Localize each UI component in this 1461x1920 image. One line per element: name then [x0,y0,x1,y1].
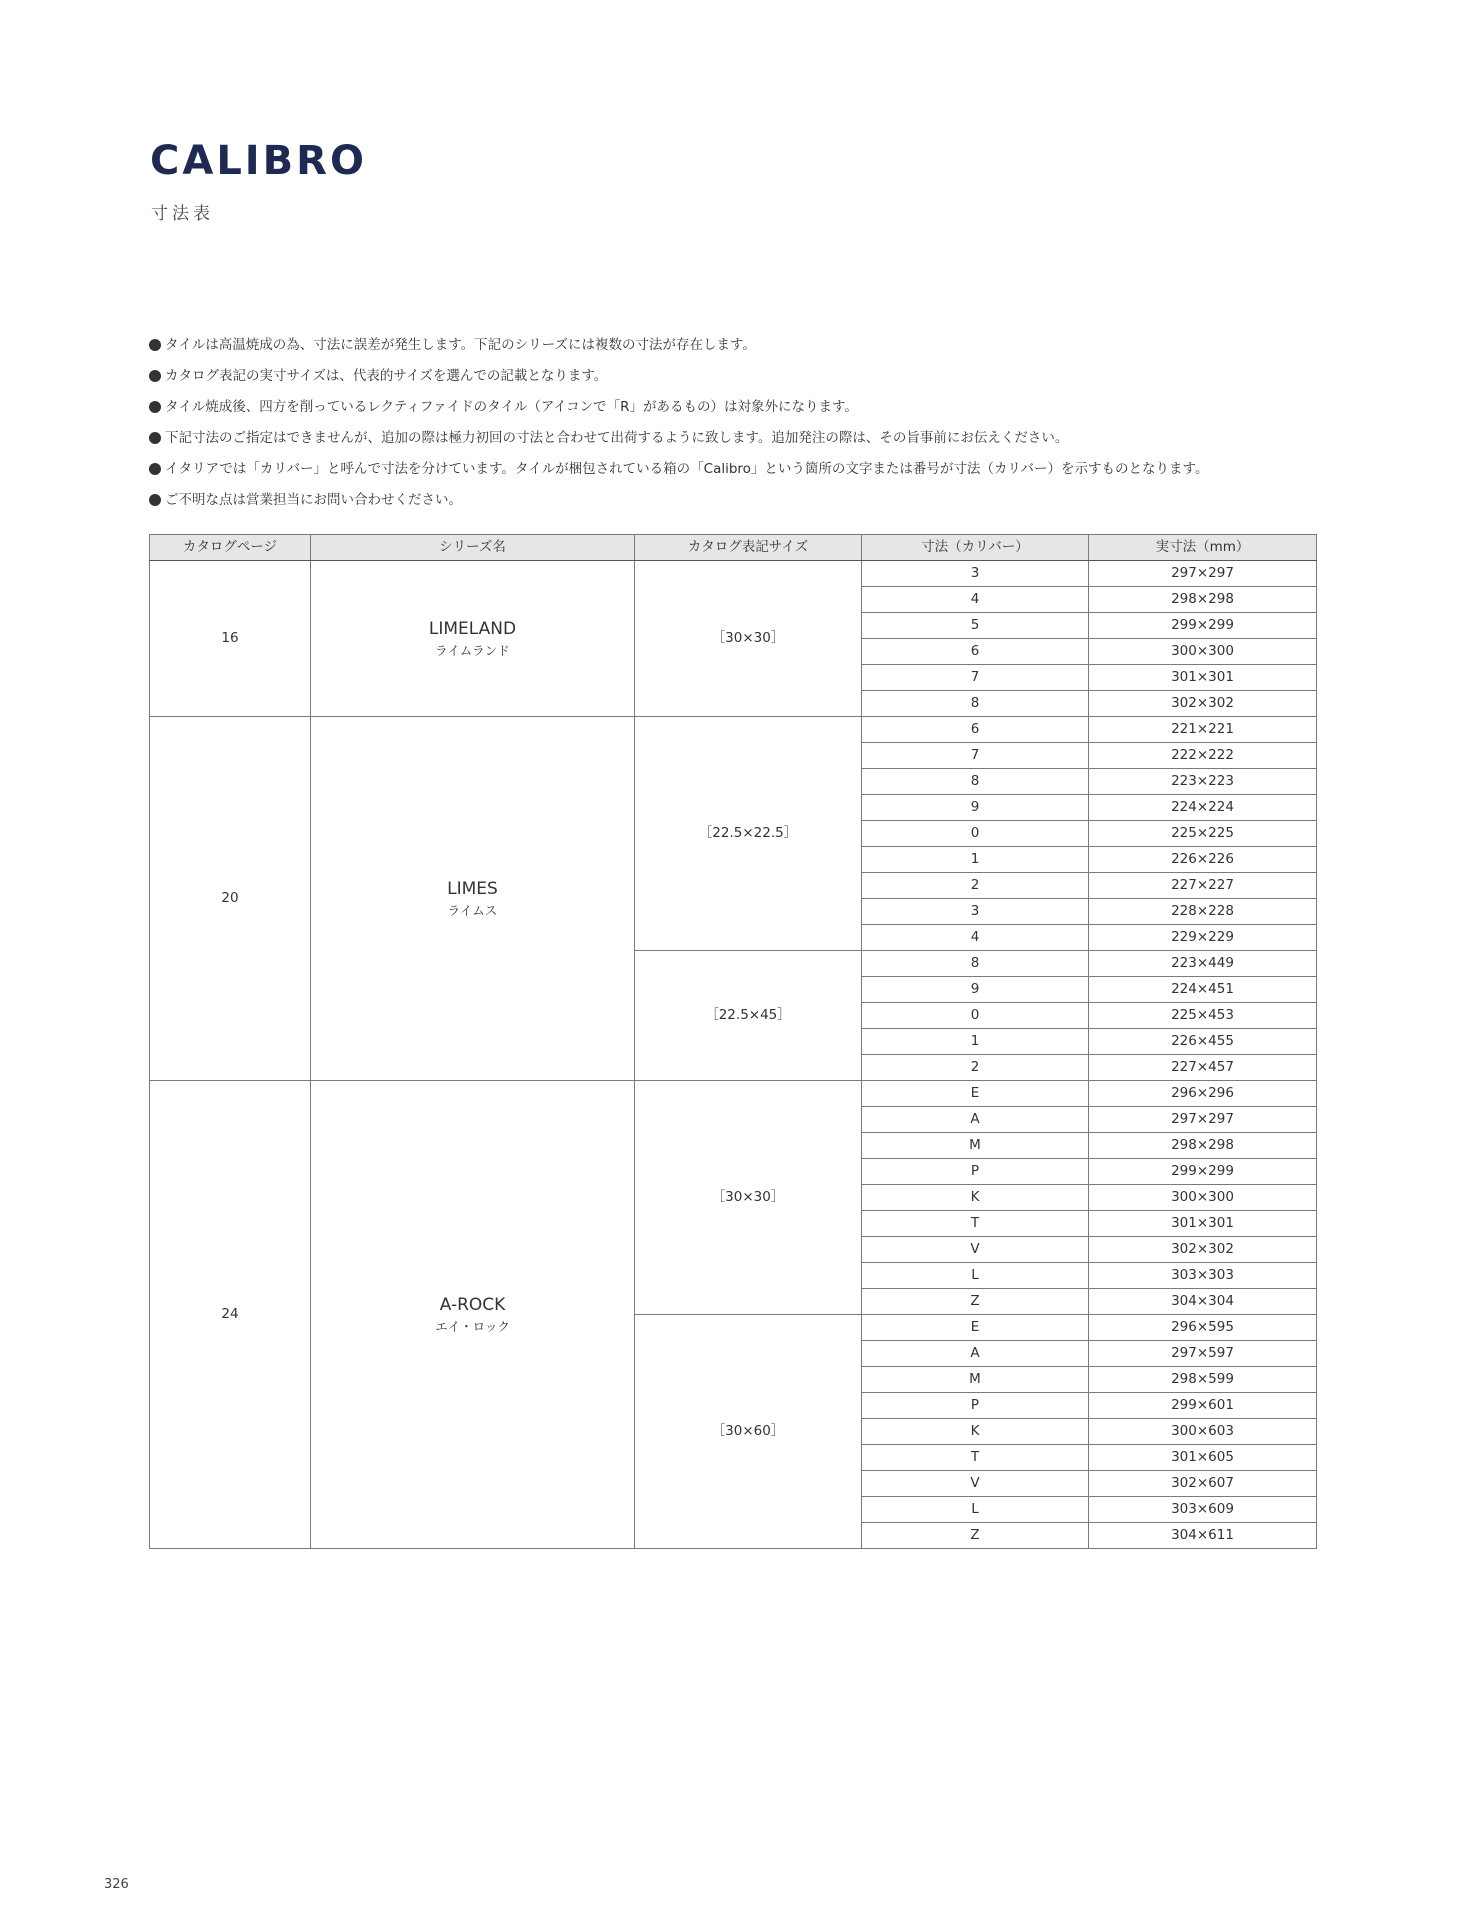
caliber-cell: 1 [862,1029,1089,1055]
caliber-cell: 7 [862,743,1089,769]
actual-size-cell: 301×301 [1089,1211,1317,1237]
actual-size-cell: 301×301 [1089,665,1317,691]
actual-size-cell: 302×302 [1089,691,1317,717]
actual-size-cell: 221×221 [1089,717,1317,743]
actual-size-cell: 296×296 [1089,1081,1317,1107]
caliber-cell: A [862,1341,1089,1367]
caliber-cell: 6 [862,717,1089,743]
caliber-cell: K [862,1185,1089,1211]
header-catalog-page: カタログページ [150,535,311,561]
actual-size-cell: 298×298 [1089,587,1317,613]
caliber-cell: T [862,1445,1089,1471]
caliber-cell: 7 [862,665,1089,691]
bullet-icon [149,339,161,351]
actual-size-cell: 300×300 [1089,639,1317,665]
caliber-cell: 0 [862,1003,1089,1029]
actual-size-cell: 303×303 [1089,1263,1317,1289]
bullet-icon [149,432,161,444]
caliber-cell: E [862,1315,1089,1341]
caliber-cell: 5 [862,613,1089,639]
caliber-cell: 2 [862,873,1089,899]
actual-size-cell: 225×225 [1089,821,1317,847]
note-text: タイルは高温焼成の為、寸法に誤差が発生します。下記のシリーズには複数の寸法が存在します。 [165,337,756,353]
actual-size-cell: 300×300 [1089,1185,1317,1211]
series-kana: エイ・ロック [435,1318,510,1334]
actual-size-cell: 226×455 [1089,1029,1317,1055]
caliber-cell: 3 [862,899,1089,925]
caliber-cell: T [862,1211,1089,1237]
note-item [148,366,1328,397]
catalog-size-cell: ［30×30］ [635,1081,862,1315]
catalog-page-cell: 20 [150,717,311,1081]
actual-size-cell: 224×451 [1089,977,1317,1003]
note-item [148,490,1328,521]
actual-size-cell: 225×453 [1089,1003,1317,1029]
actual-size-cell: 302×607 [1089,1471,1317,1497]
notes-list [148,335,1328,521]
bullet-icon [149,401,161,413]
caliber-cell: 0 [862,821,1089,847]
caliber-cell: 3 [862,561,1089,587]
actual-size-cell: 299×299 [1089,1159,1317,1185]
header-actual-size: 実寸法（mm） [1089,535,1317,561]
page-title: CALIBRO [150,138,367,184]
actual-size-cell: 304×611 [1089,1523,1317,1549]
caliber-cell: 9 [862,795,1089,821]
caliber-cell: P [862,1393,1089,1419]
series-name: A-ROCK [439,1294,506,1315]
header-series-name: シリーズ名 [311,535,635,561]
actual-size-cell: 297×597 [1089,1341,1317,1367]
table-row [150,1081,1317,1107]
actual-size-cell: 227×457 [1089,1055,1317,1081]
table-row [150,717,1317,743]
header-catalog-size: カタログ表記サイズ [635,535,862,561]
caliber-cell: A [862,1107,1089,1133]
caliber-cell: 9 [862,977,1089,1003]
note-item [148,428,1328,459]
catalog-page-cell: 24 [150,1081,311,1549]
page-number: 326 [104,1877,129,1892]
table-row [150,561,1317,587]
actual-size-cell: 222×222 [1089,743,1317,769]
actual-size-cell: 229×229 [1089,925,1317,951]
actual-size-cell: 298×599 [1089,1367,1317,1393]
catalog-size-cell: ［22.5×22.5］ [635,717,862,951]
catalog-size-cell: ［30×60］ [635,1315,862,1549]
actual-size-cell: 223×223 [1089,769,1317,795]
series-kana: ライムス [447,902,498,918]
header-caliber: 寸法（カリバー） [862,535,1089,561]
actual-size-cell: 298×298 [1089,1133,1317,1159]
actual-size-cell: 297×297 [1089,1107,1317,1133]
note-text: カタログ表記の実寸サイズは、代表的サイズを選んでの記載となります。 [165,368,608,384]
caliber-cell: M [862,1133,1089,1159]
actual-size-cell: 226×226 [1089,847,1317,873]
actual-size-cell: 297×297 [1089,561,1317,587]
caliber-cell: E [862,1081,1089,1107]
caliber-cell: 8 [862,951,1089,977]
actual-size-cell: 301×605 [1089,1445,1317,1471]
caliber-cell: Z [862,1289,1089,1315]
caliber-cell: 6 [862,639,1089,665]
table-header-row [150,535,1317,561]
bullet-icon [149,494,161,506]
note-item [148,397,1328,428]
series-name: LIMELAND [428,618,517,639]
caliber-cell: L [862,1263,1089,1289]
actual-size-cell: 302×302 [1089,1237,1317,1263]
actual-size-cell: 223×449 [1089,951,1317,977]
caliber-cell: M [862,1367,1089,1393]
caliber-cell: 4 [862,587,1089,613]
note-item [148,459,1328,490]
actual-size-cell: 299×299 [1089,613,1317,639]
catalog-page-cell: 16 [150,561,311,717]
catalog-size-cell: ［30×30］ [635,561,862,717]
caliber-cell: V [862,1471,1089,1497]
series-kana: ライムランド [435,642,510,658]
caliber-cell: 2 [862,1055,1089,1081]
page-subtitle: 寸法表 [151,204,214,224]
caliber-cell: L [862,1497,1089,1523]
actual-size-cell: 228×228 [1089,899,1317,925]
note-text: タイル焼成後、四方を削っているレクティファイドのタイル（アイコンで「R」があるもの）は対象外になります。 [165,399,858,415]
caliber-cell: 8 [862,691,1089,717]
bullet-icon [149,370,161,382]
series-name-cell [311,1081,635,1549]
series-name: LIMES [447,878,498,899]
actual-size-cell: 296×595 [1089,1315,1317,1341]
caliber-cell: 8 [862,769,1089,795]
caliber-size-table [149,534,1317,1549]
caliber-cell: K [862,1419,1089,1445]
note-item [148,335,1328,366]
caliber-cell: V [862,1237,1089,1263]
series-name-cell [311,561,635,717]
bullet-icon [149,463,161,475]
table-body [150,561,1317,1549]
actual-size-cell: 304×304 [1089,1289,1317,1315]
actual-size-cell: 300×603 [1089,1419,1317,1445]
actual-size-cell: 299×601 [1089,1393,1317,1419]
caliber-cell: 1 [862,847,1089,873]
note-text: イタリアでは「カリバー」と呼んで寸法を分けています。タイルが梱包されている箱の「Calibro」という箇所の文字または番号が寸法（カリバー）を示すものとなります。 [165,461,1209,477]
caliber-cell: Z [862,1523,1089,1549]
note-text: 下記寸法のご指定はできませんが、追加の際は極力初回の寸法と合わせて出荷するように致します。追加発注の際は、その旨事前にお伝えください。 [165,430,1069,446]
actual-size-cell: 303×609 [1089,1497,1317,1523]
catalog-size-cell: ［22.5×45］ [635,951,862,1081]
actual-size-cell: 224×224 [1089,795,1317,821]
series-name-cell [311,717,635,1081]
caliber-cell: 4 [862,925,1089,951]
actual-size-cell: 227×227 [1089,873,1317,899]
caliber-cell: P [862,1159,1089,1185]
note-text: ご不明な点は営業担当にお問い合わせください。 [165,492,462,508]
